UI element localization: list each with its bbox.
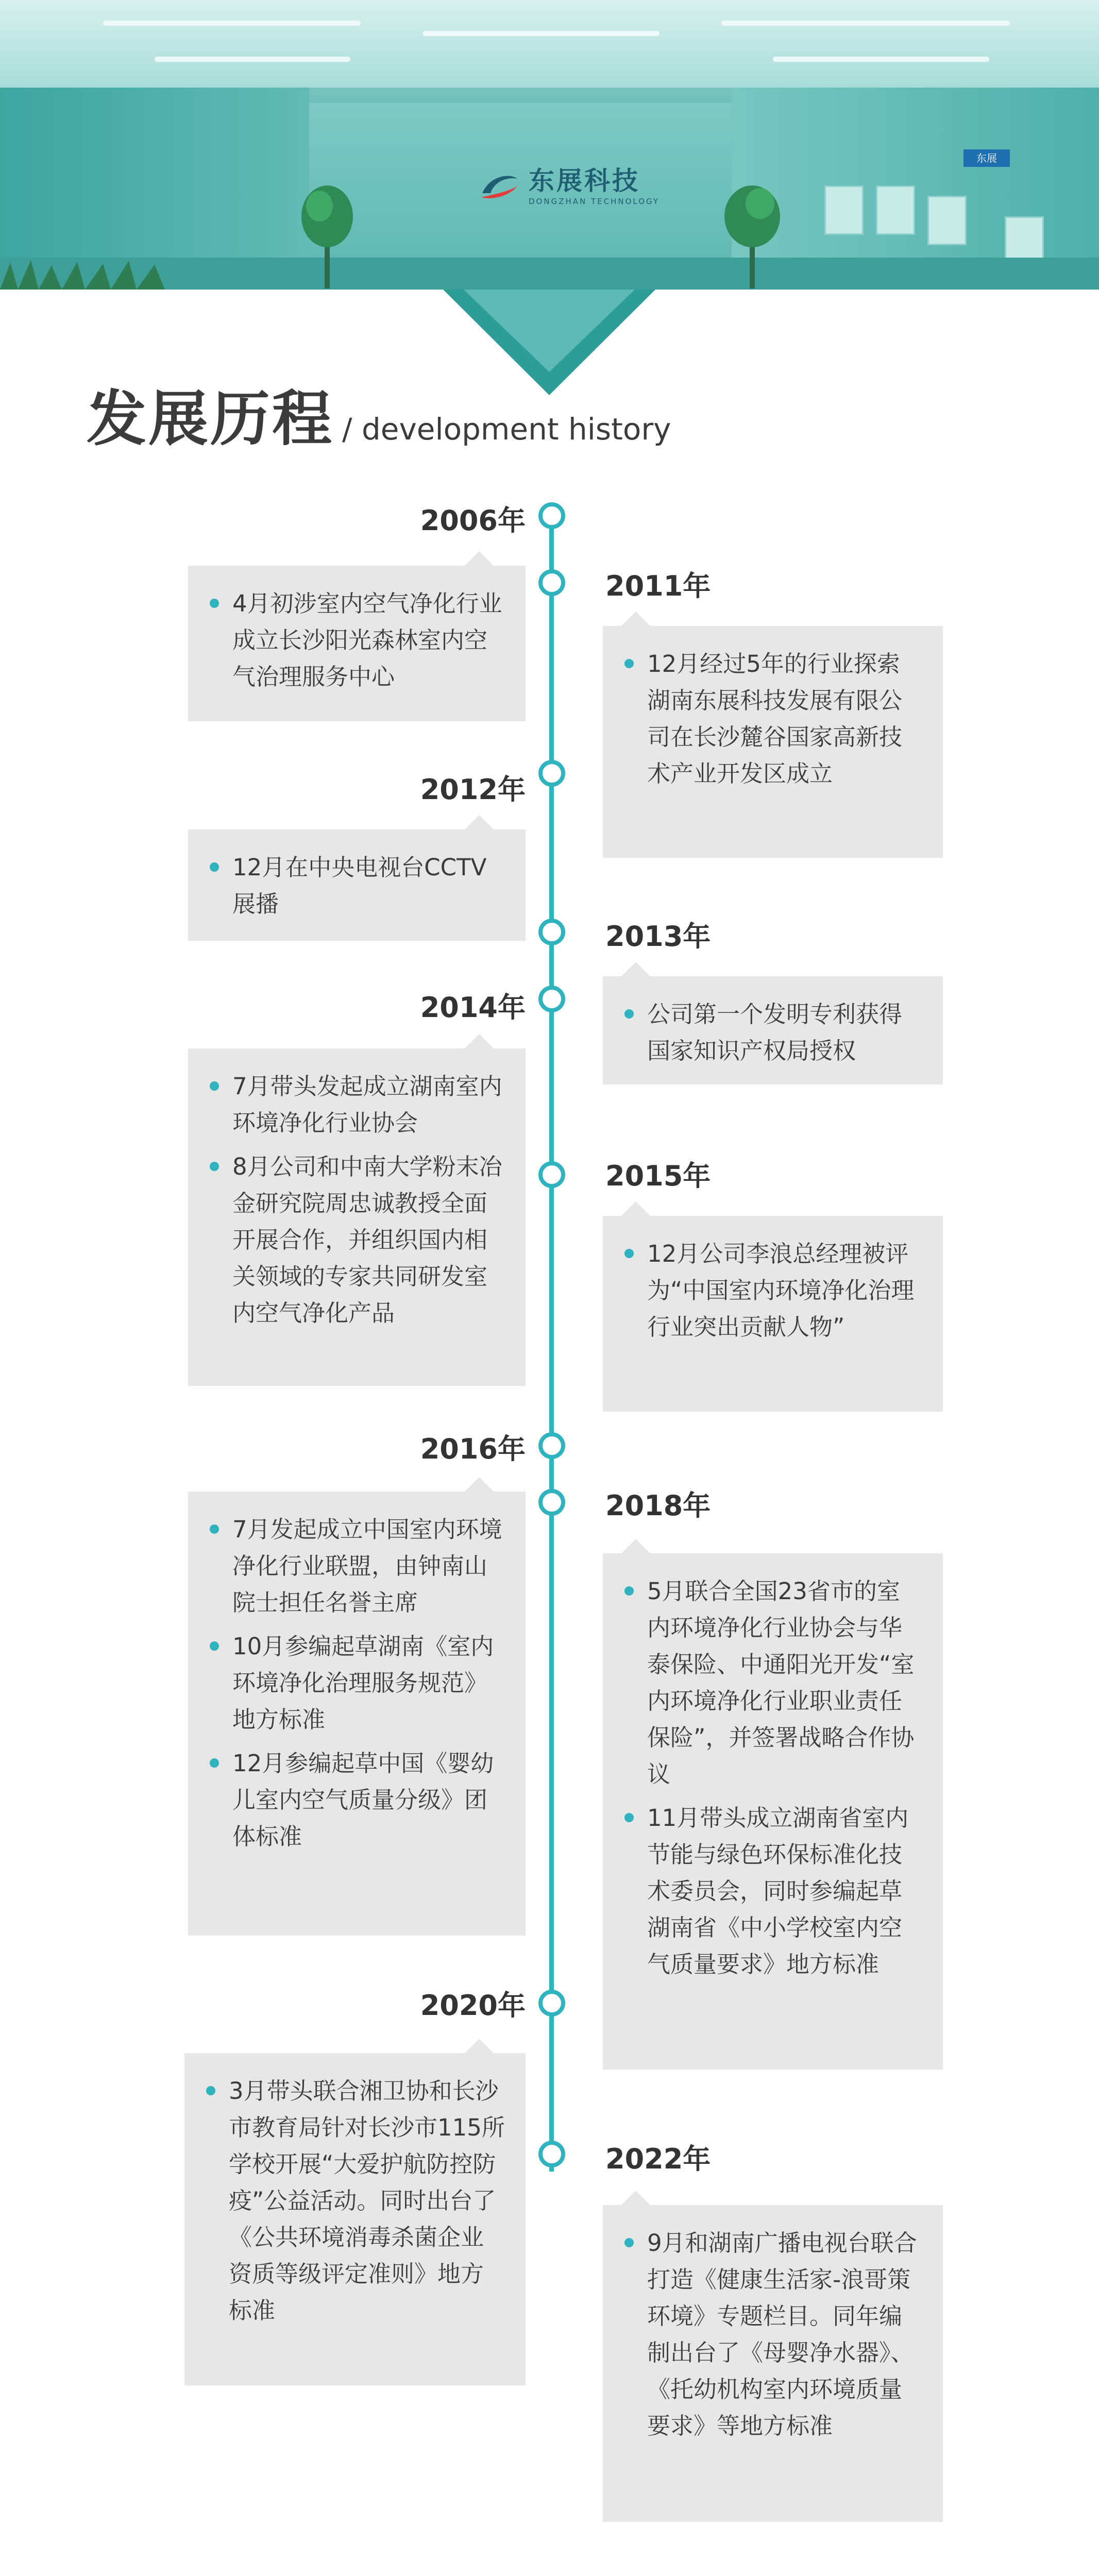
year-label: 2018年 [605, 1489, 711, 1522]
year-label: 2006年 [420, 504, 526, 537]
list-item: 4月初涉室内空气净化行业成立长沙阳光森林室内空气治理服务中心 [232, 585, 505, 695]
company-logo [479, 164, 660, 210]
timeline-card-2013 [603, 976, 943, 1084]
list-item: 8月公司和中南大学粉末冶金研究院周忠诚教授全面开展合作，并组织国内相关领域的专家共同研发室内空气净化产品 [232, 1148, 505, 1331]
section-heading [87, 371, 671, 457]
hero-banner [0, 0, 1099, 290]
year-label: 2022年 [605, 2143, 711, 2175]
timeline-card-2016 [188, 1492, 526, 1936]
bullet-icon [210, 1524, 219, 1534]
list-item: 10月参编起草湖南《室内环境净化治理服务规范》地方标准 [232, 1628, 505, 1738]
timeline-node [538, 1990, 565, 2016]
year-label: 2020年 [420, 1989, 526, 2022]
timeline-card-2020 [184, 2053, 526, 2385]
logo-mark-icon [479, 171, 519, 204]
wall-frame [927, 196, 967, 245]
bullet-icon [624, 1009, 634, 1019]
wall-frame [824, 185, 864, 235]
timeline-card-2015 [603, 1216, 943, 1412]
wall-sign: 东展 [963, 149, 1010, 167]
page-title: 发展历程 [87, 384, 334, 454]
list-item: 11月带头成立湖南省室内节能与绿色环保标准化技术委员会，同时参编起草湖南省《中小学校室内空气质量要求》地方标准 [647, 1800, 922, 1982]
list-item: 3月带头联合湘卫协和长沙市教育局针对长沙市115所学校开展“大爱护航防控防疫”公益活动。同时出台了《公共环境消毒杀菌企业资质等级评定准则》地方标准 [229, 2073, 505, 2329]
list-item: 12月经过5年的行业探索湖南东展科技发展有限公司在长沙麓谷国家高新技术产业开发区成立 [647, 646, 922, 792]
timeline-card-2022 [603, 2205, 943, 2522]
bullet-icon [210, 1758, 219, 1768]
timeline-node [538, 919, 565, 945]
grass-icon [0, 258, 175, 290]
plant-icon [721, 175, 783, 289]
list-item: 7月发起成立中国室内环境净化行业联盟，由钟南山院士担任名誉主席 [232, 1511, 505, 1621]
bullet-icon [624, 1249, 634, 1258]
bullet-icon [210, 1162, 219, 1171]
bullet-icon [624, 659, 634, 668]
timeline-card-2006 [188, 566, 526, 721]
ceiling-light [422, 31, 660, 36]
timeline-node [538, 502, 565, 529]
wall-frame [876, 185, 915, 235]
logo-subtitle: DONGZHAN TECHNOLOGY [529, 197, 660, 206]
bullet-icon [210, 862, 219, 872]
timeline-node [538, 986, 565, 1012]
bullet-icon [624, 2238, 634, 2247]
ceiling-light [721, 21, 1010, 26]
bullet-icon [210, 1641, 219, 1651]
timeline-node [538, 569, 565, 596]
list-item: 12月在中央电视台CCTV展播 [232, 849, 505, 922]
bullet-icon [624, 1586, 634, 1596]
year-label: 2015年 [605, 1160, 711, 1192]
year-label: 2014年 [420, 991, 526, 1024]
list-item: 12月参编起草中国《婴幼儿室内空气质量分级》团体标准 [232, 1745, 505, 1855]
timeline-card-2014 [188, 1048, 526, 1386]
timeline-node [538, 2141, 565, 2167]
logo-name: 东展科技 [529, 166, 640, 196]
list-item: 12月公司李浪总经理被评为“中国室内环境净化治理行业突出贡献人物” [647, 1235, 922, 1345]
bullet-icon [210, 599, 219, 608]
plant-icon [299, 175, 356, 289]
timeline-card-2012 [188, 829, 526, 941]
bullet-icon [210, 1081, 219, 1091]
timeline-node [538, 760, 565, 787]
year-label: 2016年 [420, 1433, 526, 1465]
timeline-node [538, 1161, 565, 1188]
year-label: 2012年 [420, 773, 526, 806]
ceiling-light [103, 21, 361, 26]
list-item: 9月和湖南广播电视台联合打造《健康生活家-浪哥策环境》专题栏目。同年编制出台了《母婴净水器》、《托幼机构室内环境质量要求》等地方标准 [647, 2225, 922, 2444]
year-label: 2011年 [605, 570, 711, 602]
list-item: 5月联合全国23省市的室内环境净化行业协会与华泰保险、中通阳光开发“室内环境净化行业职业责任保险”，并签署战略合作协议 [647, 1573, 922, 1792]
ceiling [0, 0, 1099, 88]
ceiling-light [155, 57, 350, 62]
ceiling-light [773, 57, 989, 62]
bullet-icon [206, 2086, 215, 2095]
timeline-node [538, 1432, 565, 1459]
bullet-icon [624, 1813, 634, 1822]
timeline-card-2011 [603, 626, 943, 858]
list-item: 7月带头发起成立湖南室内环境净化行业协会 [232, 1068, 505, 1141]
year-label: 2013年 [605, 920, 711, 953]
timeline-node [538, 1489, 565, 1516]
page-subtitle: / development history [342, 412, 671, 447]
list-item: 公司第一个发明专利获得国家知识产权局授权 [647, 996, 922, 1069]
timeline-card-2018 [603, 1553, 943, 2070]
